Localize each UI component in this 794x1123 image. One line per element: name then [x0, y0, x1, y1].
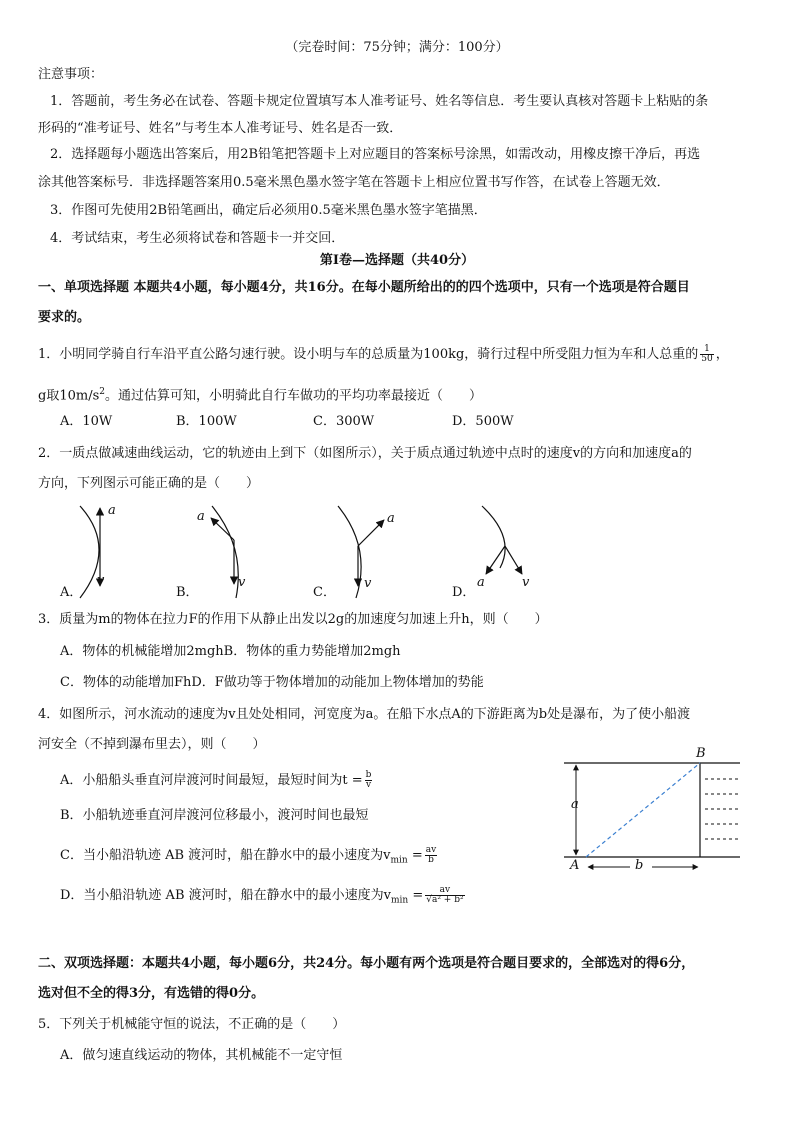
section1-instruction-cont: 要求的。	[38, 310, 91, 325]
notice-title: 注意事项：	[38, 67, 104, 82]
q5-option-a[interactable]: A．做匀速直线运动的物体，其机械能不一定守恒	[60, 1048, 343, 1063]
q1-fraction	[700, 345, 713, 364]
q1-g-value: g取10m/s	[38, 388, 100, 404]
q4-option-a-fraction	[365, 771, 373, 790]
exam-time-info: （完卷时间：75分钟；满分：100分）	[285, 40, 509, 55]
q1-question: 。通过估算可知，小明骑此自行车做功的平均功率最接近（ ）	[104, 388, 482, 404]
q4-stem: 4．如图所示，河水流动的速度为v且处处相同，河宽度为a。在船下水点A的下游距离为b处是瀑布，为了使小船渡	[38, 707, 691, 722]
notice-item-3: 3．作图可先使用2B铅笔画出，确定后必须用0.5毫米黑色墨水签字笔描黑．	[50, 203, 487, 218]
q4-point-b-label: B	[696, 746, 706, 761]
q4-option-d-eq: =	[408, 888, 424, 903]
frac-num: b	[365, 770, 372, 780]
q4-option-b[interactable]: B．小船轨迹垂直河岸渡河位移最小，渡河时间也最短	[60, 808, 369, 823]
q2-stem-cont: 方向，下列图示可能正确的是（ ）	[38, 476, 260, 491]
q4-option-d-text: D．当小船沿轨迹 AB 渡河时，船在静水中的最小速度为v	[60, 888, 391, 903]
q2-diagram-c	[338, 506, 384, 598]
q2-d-label-v: v	[522, 575, 530, 590]
waterfall-hatching	[705, 779, 740, 839]
q4-option-c-eq: =	[407, 848, 423, 863]
frac-num: av	[425, 845, 437, 855]
trajectory-ab	[586, 763, 700, 857]
trajectory-curve	[482, 506, 505, 568]
section1-instruction: 一、单项选择题 本题共4小题，每小题4分，共16分。在每小题所给出的的四个选项中，只有一个选项是符合题目	[38, 280, 690, 295]
q2-d-label-a: a	[477, 575, 485, 590]
q2-c-label-a: a	[387, 511, 395, 526]
frac-den: √a² + b²	[426, 895, 464, 905]
q4-option-d[interactable]	[60, 886, 467, 910]
q2-c-label-v: v	[364, 576, 372, 591]
q2-b-label-v: v	[238, 575, 246, 590]
part1-title: 第Ⅰ卷—选择题（共40分）	[319, 253, 475, 268]
q4-river-diagram	[560, 750, 760, 890]
q4-option-c-fraction	[425, 846, 437, 865]
q1-stem-text: 1．小明同学骑自行车沿平直公路匀速行驶。设小明与车的总质量为100kg，骑行过程中所受阻力恒为车和人总重的	[38, 347, 699, 362]
q2-option-a[interactable]: A．	[60, 585, 83, 600]
notice-item-2: 2．选择题每小题选出答案后，用2B铅笔把答题卡上对应题目的答案标号涂黑，如需改动，用橡皮擦干净后，再选	[50, 147, 701, 162]
section2-instruction: 二、双项选择题：本题共4小题，每小题6分，共24分。每小题有两个选项是符合题目要求的，全部选对的得6分，	[38, 956, 695, 971]
q1-stem	[38, 345, 729, 364]
velocity-arrow	[505, 546, 522, 574]
frac-num: av	[425, 886, 464, 896]
frac-den: v	[365, 780, 372, 790]
q4-distance-label: b	[635, 858, 644, 873]
q2-option-d[interactable]: D．	[452, 585, 476, 600]
q4-option-c[interactable]	[60, 846, 439, 870]
q2-diagrams	[0, 498, 794, 608]
q1-frac-num: 1	[700, 345, 713, 355]
q2-a-label-a: a	[108, 503, 116, 518]
q1-frac-tail: ，	[715, 347, 729, 362]
q2-a-label-v: v	[97, 573, 105, 588]
notice-item-1: 1．答题前，考生务必在试卷、答题卡规定位置填写本人准考证号、姓名等信息．考生要认真核对答题卡上粘贴的条	[50, 94, 709, 109]
section2-instruction-cont: 选对但不全的得3分，有选错的得0分。	[38, 986, 265, 1001]
frac-den: b	[428, 855, 434, 865]
q2-diagram-b	[211, 506, 238, 598]
q1-g-exponent: 2	[99, 387, 105, 397]
q1-option-d[interactable]: D．500W	[452, 414, 514, 429]
q1-option-c[interactable]: C．300W	[313, 414, 375, 429]
notice-item-1-cont: 形码的“准考证号、姓名”与考生本人准考证号、姓名是否一致．	[38, 121, 403, 136]
q4-option-d-fraction	[425, 886, 464, 905]
q1-stem-cont	[38, 383, 482, 405]
q2-option-c[interactable]: C．	[313, 585, 336, 600]
q4-option-c-sub: min	[390, 855, 408, 866]
q3-options-cd[interactable]: C．物体的动能增加FhD．F做功等于物体增加的动能加上物体增加的势能	[60, 675, 484, 690]
q4-width-label: a	[571, 797, 579, 812]
q2-option-b[interactable]: B．	[176, 585, 199, 600]
acceleration-arrow	[358, 520, 384, 546]
q5-stem: 5．下列关于机械能守恒的说法，不正确的是（ ）	[38, 1017, 346, 1032]
q2-diagram-d	[482, 506, 522, 574]
q4-stem-cont: 河安全（不掉到瀑布里去），则（ ）	[38, 737, 266, 752]
q2-b-label-a: a	[197, 509, 205, 524]
notice-item-2-cont: 涂其他答案标号．非选择题答案用0.5毫米黑色墨水签字笔在答题卡上相应位置书写作答，在试卷上答题无效．	[38, 175, 670, 190]
q4-option-a-text: A．小船船头垂直河岸渡河时间最短，最短时间为t =	[60, 773, 363, 788]
q4-option-d-sub: min	[390, 895, 409, 906]
acceleration-arrow	[486, 546, 505, 574]
q1-frac-den: 50	[701, 354, 713, 364]
notice-item-4: 4．考试结束，考生必须将试卷和答题卡一并交回．	[50, 231, 345, 246]
q2-stem: 2．一质点做减速曲线运动，它的轨迹由上到下（如图所示），关于质点通过轨迹中点时的速度v的方向和加速度a的	[38, 446, 692, 461]
q4-option-c-text: C．当小船沿轨迹 AB 渡河时，船在静水中的最小速度为v	[60, 848, 391, 863]
q1-option-a[interactable]: A．10W	[60, 414, 113, 429]
q4-option-a[interactable]	[60, 771, 374, 790]
q1-option-b[interactable]: B．100W	[176, 414, 237, 429]
q4-point-a-label: A	[570, 858, 580, 873]
q3-options-ab[interactable]: A．物体的机械能增加2mghB．物体的重力势能增加2mgh	[60, 644, 401, 659]
q3-stem: 3．质量为m的物体在拉力F的作用下从静止出发以2g的加速度匀加速上升h，则（ ）	[38, 612, 548, 627]
